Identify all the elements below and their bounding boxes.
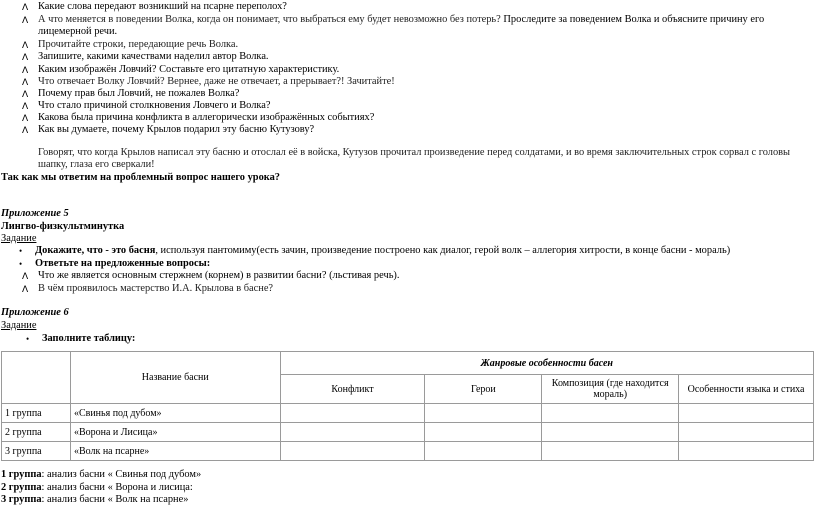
question-text: Что стало причиной столкновения Ловчего и Волка? xyxy=(38,100,271,111)
arrow-marker-icon: ᐱ xyxy=(22,77,29,87)
story-paragraph-line: Говорят, что когда Крылов написал эту басню и отослал её в войска, Кутузов прочитал произведение перед солдатами, и во время заключительных строк сорвал с головы xyxy=(38,147,791,158)
cell-empty xyxy=(679,423,814,442)
bullet-icon: • xyxy=(19,259,23,269)
question-tail: Проследите за поведением Волка и объясните причину его xyxy=(503,14,765,25)
table-corner-cell xyxy=(2,352,71,404)
column-header-name: Название басни xyxy=(70,352,280,404)
question-item xyxy=(22,88,239,100)
arrow-marker-icon: ᐱ xyxy=(22,271,29,281)
cell-empty xyxy=(542,423,679,442)
table-row xyxy=(2,442,814,461)
question-item xyxy=(22,283,273,295)
question-text: Почему прав был Ловчий, не пожалев Волка? xyxy=(38,88,240,99)
arrow-marker-icon: ᐱ xyxy=(22,40,29,50)
bullet-text: , используя пантомиму(есть зачин, произведение построено как диалог, герой волк – аллегория хитрости, в конце басни - мораль) xyxy=(155,245,731,256)
appendix5-subtitle: Лингво-физкультминутка xyxy=(1,221,125,232)
bullet-icon: • xyxy=(19,246,23,256)
column-header-composition: Композиция (где находится мораль) xyxy=(542,375,679,404)
cell-empty xyxy=(679,442,814,461)
column-group-header: Жанровые особенности басен xyxy=(280,352,813,375)
question-text: Прочитайте строки, передающие речь Волка. xyxy=(38,39,239,50)
arrow-marker-icon: ᐱ xyxy=(22,65,29,75)
arrow-marker-icon: ᐱ xyxy=(22,113,29,123)
cell-empty xyxy=(425,404,542,423)
arrow-marker-icon: ᐱ xyxy=(22,52,29,62)
cell-fable: «Ворона и Лисица» xyxy=(70,423,280,442)
cell-group: 3 группа xyxy=(2,442,71,461)
question-text: Что отвечает Волку Ловчий? Вернее, даже не отвечает, а прерывает?! Зачитайте! xyxy=(38,76,395,87)
cell-group: 1 группа xyxy=(2,404,71,423)
question-item xyxy=(22,51,269,63)
question-item xyxy=(22,270,400,282)
cell-empty xyxy=(679,404,814,423)
question-item xyxy=(22,39,238,51)
cell-empty xyxy=(542,442,679,461)
appendix6-task-label: Задание xyxy=(1,320,37,331)
cell-empty xyxy=(542,404,679,423)
arrow-marker-icon: ᐱ xyxy=(22,2,29,12)
column-header-conflict: Конфликт xyxy=(280,375,425,404)
question-text: А что меняется в поведении Волка, когда он понимает, что выбраться ему будет невозможно без потерь? xyxy=(38,14,501,25)
question-item xyxy=(22,1,287,13)
question-text: Какова была причина конфликта в аллегорически изображённых событиях? xyxy=(38,112,375,123)
question-text: Как вы думаете, почему Крылов подарил эту басню Кутузову? xyxy=(38,124,315,135)
table-row xyxy=(2,404,814,423)
cell-empty xyxy=(280,423,425,442)
question-text: Что же является основным стержнем (корнем) в развитии басни? (льстивая речь). xyxy=(38,270,400,281)
arrow-marker-icon: ᐱ xyxy=(22,284,29,294)
column-header-heroes: Герои xyxy=(425,375,542,404)
cell-empty xyxy=(280,404,425,423)
cell-empty xyxy=(425,442,542,461)
question-item xyxy=(22,100,271,112)
table-row xyxy=(2,423,814,442)
question-item xyxy=(22,124,314,136)
analysis-line: 2 группа: анализ басни « Ворона и лисица: xyxy=(1,482,193,493)
cell-group: 2 группа xyxy=(2,423,71,442)
bullet-icon: • xyxy=(26,334,30,344)
question-item xyxy=(22,64,339,76)
appendix5-title: Приложение 5 xyxy=(1,208,69,219)
bullet-text: Ответьте на предложенные вопросы: xyxy=(35,258,211,269)
question-text: В чём проявилось мастерство И.А. Крылова в басне? xyxy=(38,283,274,294)
cell-empty xyxy=(280,442,425,461)
question-item xyxy=(22,76,395,88)
fables-table xyxy=(1,351,814,461)
column-header-language: Особенности языка и стиха xyxy=(679,375,814,404)
appendix5-task-label: Задание xyxy=(1,233,37,244)
question-continuation: лицемерной речи. xyxy=(38,26,118,37)
question-item xyxy=(22,112,374,124)
problem-question: Так как мы ответим на проблемный вопрос нашего урока? xyxy=(1,172,280,183)
bullet-item xyxy=(19,245,730,257)
question-item xyxy=(22,14,764,26)
arrow-marker-icon: ᐱ xyxy=(22,89,29,99)
question-text: Запишите, какими качествами наделил автор Волка. xyxy=(38,51,269,62)
cell-fable: «Волк на псарне» xyxy=(70,442,280,461)
arrow-marker-icon: ᐱ xyxy=(22,15,29,25)
question-text: Какие слова передают возникший на псарне переполох? xyxy=(38,1,287,12)
bullet-bold-text: Докажите, что - это басня xyxy=(35,245,156,256)
bullet-item xyxy=(19,258,210,270)
appendix6-title: Приложение 6 xyxy=(1,307,69,318)
story-paragraph-line: шапку, глаза его сверкали! xyxy=(38,159,155,170)
cell-empty xyxy=(425,423,542,442)
arrow-marker-icon: ᐱ xyxy=(22,101,29,111)
cell-fable: «Свинья под дубом» xyxy=(70,404,280,423)
arrow-marker-icon: ᐱ xyxy=(22,125,29,135)
analysis-line: 3 группа: анализ басни « Волк на псарне» xyxy=(1,494,189,505)
bullet-item xyxy=(26,333,135,345)
bullet-text: Заполните таблицу: xyxy=(42,333,136,344)
question-text: Каким изображён Ловчий? Составьте его цитатную характеристику. xyxy=(38,64,340,75)
analysis-line: 1 группа: анализ басни « Свинья под дубом» xyxy=(1,469,202,480)
